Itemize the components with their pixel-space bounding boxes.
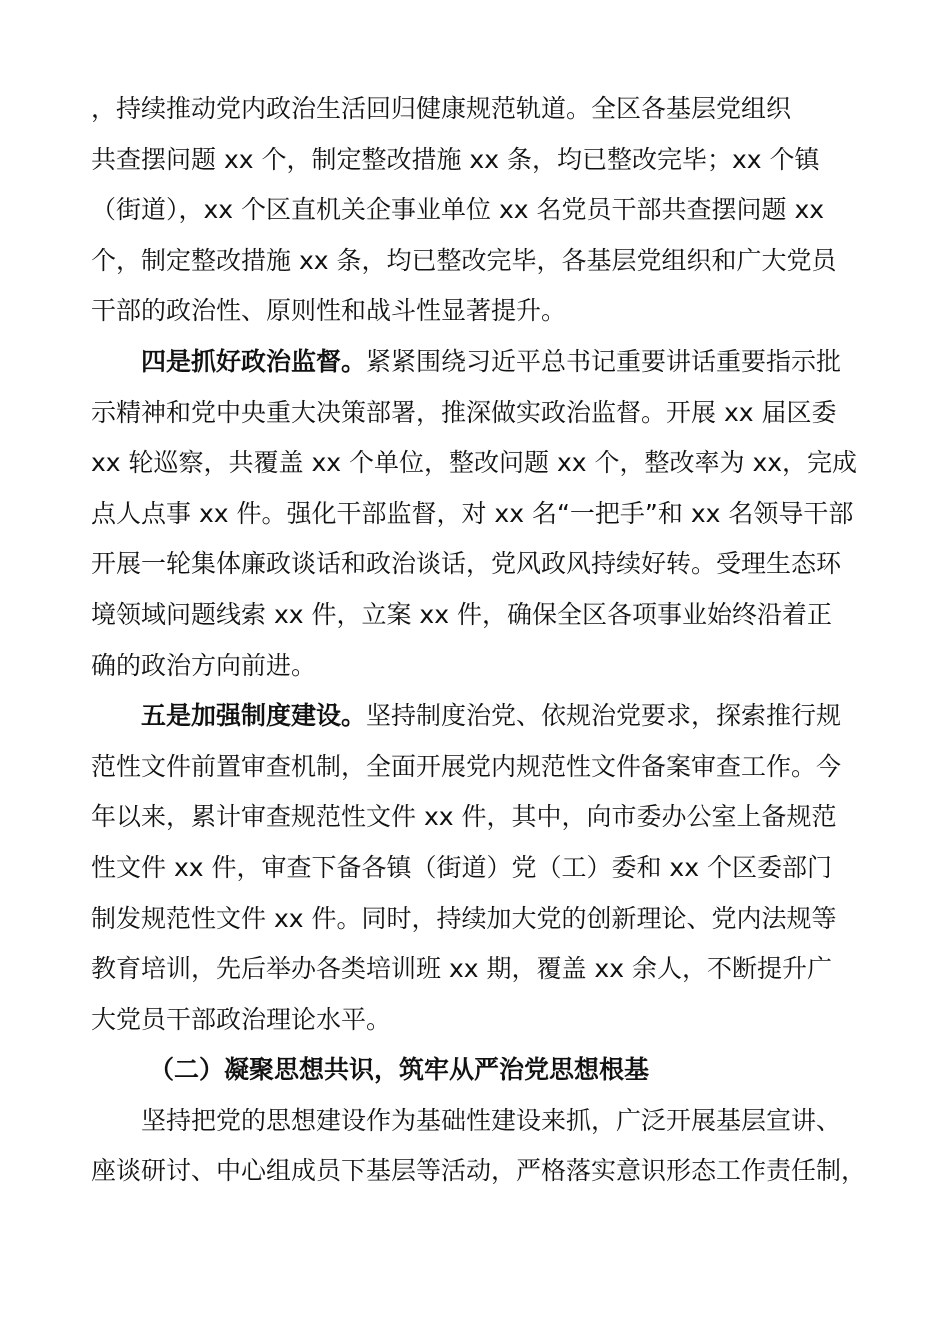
- text-run: 紧紧围绕习近平总书记重要讲话重要指示批: [366, 346, 842, 376]
- text-line: 坚持把党的思想建设作为基础性建设来抓，广泛开展基层宣讲、: [141, 1105, 842, 1135]
- document-body: [91, 84, 867, 1197]
- text-line: 干部的政治性、原则性和战斗性显著提升。: [91, 296, 567, 326]
- text-line: 共查摆问题 xx 个，制定整改措施 xx 条，均已整改完毕；xx 个镇: [91, 144, 820, 174]
- section-heading-text: （二）凝聚思想共识，筑牢从严治党思想根基: [149, 1055, 650, 1085]
- paragraph-first-line: [91, 337, 861, 388]
- text-line: 开展一轮集体廉政谈话和政治谈话，党风政风持续好转。受理生态环: [91, 549, 842, 579]
- paragraph-heading: 四是抓好政治监督。: [141, 346, 367, 376]
- text-line: 大党员干部政治理论水平。: [91, 1004, 392, 1034]
- section-heading: [91, 1045, 861, 1096]
- text-line: 年以来，累计审查规范性文件 xx 件，其中，向市委办公室上备规范: [91, 802, 837, 832]
- text-line: 个，制定整改措施 xx 条，均已整改完毕，各基层党组织和广大党员: [91, 245, 837, 275]
- text-line: xx 轮巡察，共覆盖 xx 个单位，整改问题 xx 个，整改率为 xx，完成: [91, 448, 858, 478]
- text-line: 示精神和党中央重大决策部署，推深做实政治监督。开展 xx 届区委: [91, 397, 837, 427]
- paragraph-first-line: [91, 691, 861, 742]
- text-line: 点人点事 xx 件。强化干部监督，对 xx 名“一把手”和 xx 名领导干部: [91, 498, 854, 528]
- text-line: ，持续推动党内政治生活回归健康规范轨道。全区各基层党组织: [91, 94, 792, 123]
- text-line: 范性文件前置审查机制，全面开展党内规范性文件备案审查工作。今: [91, 751, 842, 781]
- text-line: 制发规范性文件 xx 件。同时，持续加大党的创新理论、党内法规等: [91, 903, 837, 933]
- text-line: 性文件 xx 件，审查下备各镇（街道）党（工）委和 xx 个区委部门: [91, 852, 832, 882]
- text-run: 坚持制度治党、依规治党要求，探索推行规: [366, 701, 842, 731]
- text-line: 座谈研讨、中心组成员下基层等活动，严格落实意识形态工作责任制，: [91, 1156, 867, 1186]
- text-line: （街道），xx 个区直机关企事业单位 xx 名党员干部共查摆问题 xx: [91, 195, 825, 225]
- text-line: 确的政治方向前进。: [91, 650, 317, 680]
- paragraph-heading: 五是加强制度建设。: [141, 701, 367, 731]
- text-line: 境领域问题线索 xx 件，立案 xx 件，确保全区各项事业始终沿着正: [91, 599, 832, 629]
- text-line: 教育培训，先后举办各类培训班 xx 期，覆盖 xx 余人，不断提升广: [91, 954, 832, 984]
